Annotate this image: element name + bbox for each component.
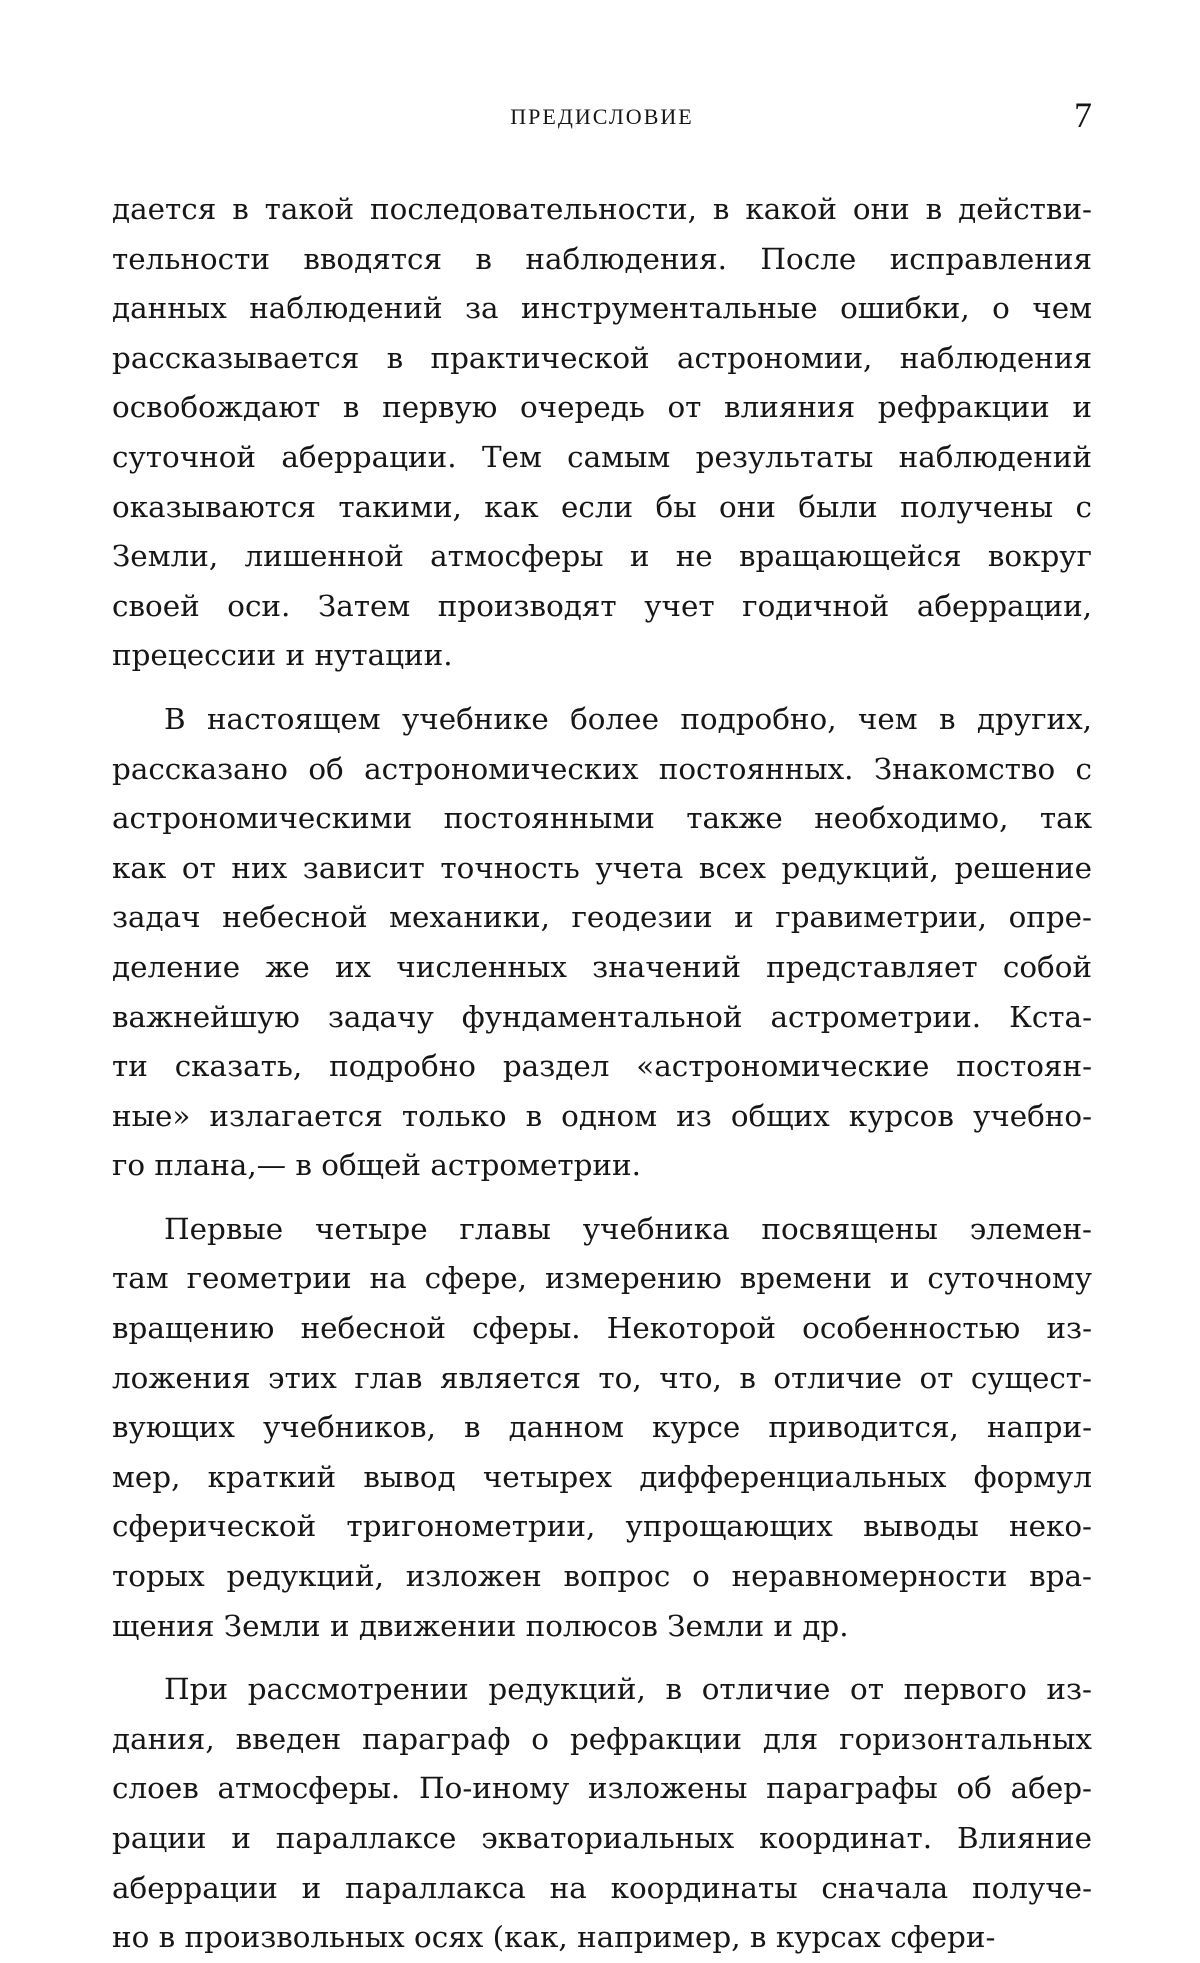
text-line: ложения этих глав является то, что, в отличие от сущест- [112,1360,1092,1395]
text-line: вующих учебников, в данном курсе приводится, напри- [112,1410,1092,1445]
text-line: сферической тригонометрии, упрощающих выводы неко- [112,1509,1092,1544]
text-line: астрономическими постоянными также необходимо, так [112,801,1092,836]
text-line: го плана,— в общей астрометрии. [112,1148,641,1183]
text-line: аберрации и параллакса на координаты сначала получе- [112,1870,1092,1905]
text-line: слоев атмосферы. По-иному изложены параграфы об абер- [112,1771,1092,1806]
text-line: своей оси. Затем производят учет годичной аберрации, [112,588,1092,623]
paragraph-gap [112,1651,1092,1665]
running-head [112,95,1092,140]
text-line: там геометрии на сфере, измерению времени и суточному [112,1261,1092,1296]
text-line: данных наблюдений за инструментальные ошибки, о чем [112,291,1092,326]
text-line: щения Земли и движении полюсов Земли и др. [112,1608,849,1643]
text-line: рассказано об астрономических постоянных. Знакомство с [112,751,1092,786]
running-title: ПРЕДИСЛОВИЕ [510,104,694,129]
text-line: торых редукций, изложен вопрос о неравномерности вра- [112,1559,1092,1594]
paragraph [112,1665,1092,1963]
text-line: тельности вводятся в наблюдения. После исправления [112,241,1092,276]
text-line: Первые четыре главы учебника посвящены элемен- [164,1211,1092,1246]
text-line: Земли, лишенной атмосферы и не вращающейся вокруг [112,539,1092,574]
text-line: ти сказать, подробно раздел «астрономические постоян- [112,1049,1092,1084]
text-line: как от них зависит точность учета всех редукций, решение [112,850,1092,885]
text-line: суточной аберрации. Тем самым результаты наблюдений [112,439,1092,474]
paragraph [112,185,1092,681]
text-line: прецессии и нутации. [112,638,453,673]
text-line: дания, введен параграф о рефракции для горизонтальных [112,1721,1092,1756]
text-line: В настоящем учебнике более подробно, чем в других, [164,701,1092,736]
paragraph-gap [112,1191,1092,1205]
text-line: оказываются такими, как если бы они были получены с [112,489,1092,524]
paragraph-gap [112,681,1092,695]
text-line: дается в такой последовательности, в какой они в действи- [112,192,1092,226]
text-line: При рассмотрении редукций, в отличие от первого из- [164,1672,1092,1707]
text-line: вращению небесной сферы. Некоторой особенностью из- [112,1311,1092,1346]
text-line: мер, краткий вывод четырех дифференциальных формул [112,1459,1092,1494]
text-line: рации и параллаксе экваториальных координат. Влияние [112,1821,1092,1855]
text-line: задач небесной механики, геодезии и гравиметрии, опре- [112,900,1092,935]
paragraph [112,1205,1092,1651]
text-line: важнейшую задачу фундаментальной астрометрии. Кста- [112,999,1092,1034]
text-line: ные» излагается только в одном из общих курсов учебно- [112,1098,1092,1133]
text-line: рассказывается в практической астрономии, наблюдения [112,340,1092,375]
text-line: освобождают в первую очередь от влияния рефракции и [112,390,1092,425]
body-text [112,185,1092,1963]
text-line: деление же их численных значений представляет собой [112,949,1092,984]
page-number: 7 [1074,95,1092,135]
text-line: но в произвольных осях (как, например, в курсах сфери- [112,1920,996,1955]
paragraph [112,695,1092,1191]
